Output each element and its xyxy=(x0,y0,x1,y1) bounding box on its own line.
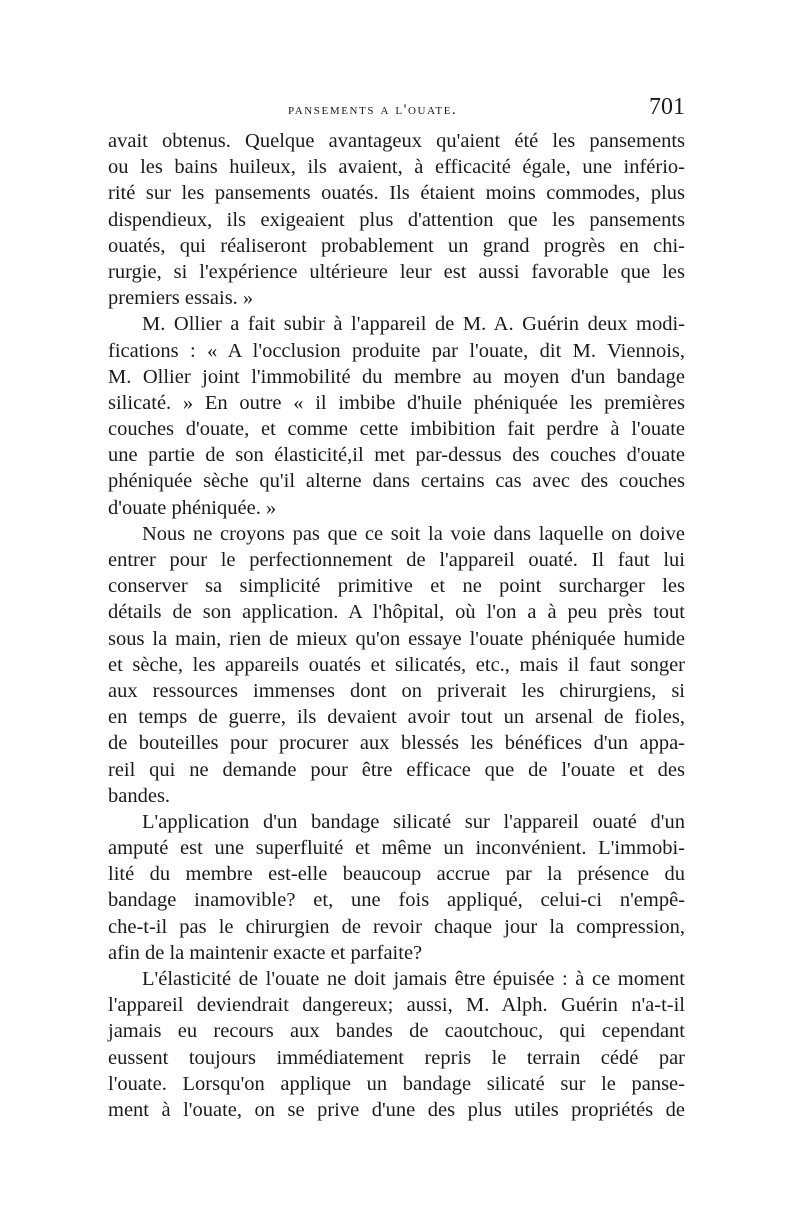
text-line: l'ouate. Lorsqu'on applique un bandage silicaté sur le panse- xyxy=(108,1072,685,1095)
running-title: pansements a l'ouate. xyxy=(288,102,458,118)
text-line: conserver sa simplicité primitive et ne point surcharger les xyxy=(108,575,685,598)
text-line: eussent toujours immédiatement repris le terrain cédé par xyxy=(108,1046,685,1069)
text-line: dispendieux, ils exigeaient plus d'attention que les pansements xyxy=(108,208,685,231)
text-line: bandes. xyxy=(108,784,171,807)
text-line: amputé est une superfluité et même un inconvénient. L'immobi- xyxy=(108,837,685,860)
text-line: Nous ne croyons pas que ce soit la voie dans laquelle on doive xyxy=(142,522,685,545)
text-line: jamais eu recours aux bandes de caoutchouc, qui cependant xyxy=(108,1020,685,1043)
text-line: ou les bains huileux, ils avaient, à efficacité égale, une infério- xyxy=(108,156,685,179)
text-line: l'appareil deviendrait dangereux; aussi, M. Alph. Guérin n'a-t-il xyxy=(108,994,685,1017)
text-line: sous la main, rien de mieux qu'on essaye l'ouate phéniquée humide xyxy=(108,627,685,650)
text-line: d'ouate phéniquée. » xyxy=(108,496,277,519)
text-line: bandage inamovible? et, une fois appliqué, celui-ci n'empê- xyxy=(108,889,685,912)
text-line: silicaté. » En outre « il imbibe d'huile phéniquée les premières xyxy=(108,391,685,414)
text-line: L'élasticité de l'ouate ne doit jamais être épuisée : à ce moment xyxy=(142,968,685,990)
text-line: en temps de guerre, ils devaient avoir tout un arsenal de fioles, xyxy=(108,706,685,729)
text-line: reil qui ne demande pour être efficace que de l'ouate et des xyxy=(108,758,685,781)
body-text xyxy=(108,128,685,1123)
page-number: 701 xyxy=(649,94,685,120)
text-line: che-t-il pas le chirurgien de revoir chaque jour la compression, xyxy=(108,915,685,938)
text-line: fications : « A l'occlusion produite par l'ouate, dit M. Viennois, xyxy=(108,339,685,362)
text-line: de bouteilles pour procurer aux blessés les bénéfices d'un appa- xyxy=(108,732,685,755)
text-line: rité sur les pansements ouatés. Ils étaient moins commodes, plus xyxy=(108,182,685,205)
text-line: couches d'ouate, et comme cette imbibition fait perdre à l'ouate xyxy=(108,418,685,441)
text-line: phéniquée sèche qu'il alterne dans certains cas avec des couches xyxy=(108,470,685,493)
text-line: lité du membre est-elle beaucoup accrue par la présence du xyxy=(108,863,685,886)
text-line: une partie de son élasticité,il met par-dessus des couches d'ouate xyxy=(108,444,685,467)
text-line: M. Ollier a fait subir à l'appareil de M. A. Guérin deux modi- xyxy=(142,313,685,336)
text-line: afin de la maintenir exacte et parfaite? xyxy=(108,941,423,964)
text-line: premiers essais. » xyxy=(108,287,254,310)
running-head xyxy=(108,94,685,128)
text-line: entrer pour le perfectionnement de l'appareil ouaté. Il faut lui xyxy=(108,549,685,571)
text-line: rurgie, si l'expérience ultérieure leur est aussi favorable que les xyxy=(108,260,685,283)
text-line: M. Ollier joint l'immobilité du membre au moyen d'un bandage xyxy=(108,365,685,388)
text-line: aux ressources immenses dont on priverait les chirurgiens, si xyxy=(108,679,685,702)
text-line: et sèche, les appareils ouatés et silicatés, etc., mais il faut songer xyxy=(108,653,685,676)
text-line: ouatés, qui réaliseront probablement un grand progrès en chi- xyxy=(108,234,685,257)
text-line: ment à l'ouate, on se prive d'une des plus utiles propriétés de xyxy=(108,1098,685,1121)
text-line: avait obtenus. Quelque avantageux qu'aient été les pansements xyxy=(108,130,685,152)
text-line: détails de son application. A l'hôpital, où l'on a à peu près tout xyxy=(108,601,685,624)
text-line: L'application d'un bandage silicaté sur l'appareil ouaté d'un xyxy=(142,810,685,833)
